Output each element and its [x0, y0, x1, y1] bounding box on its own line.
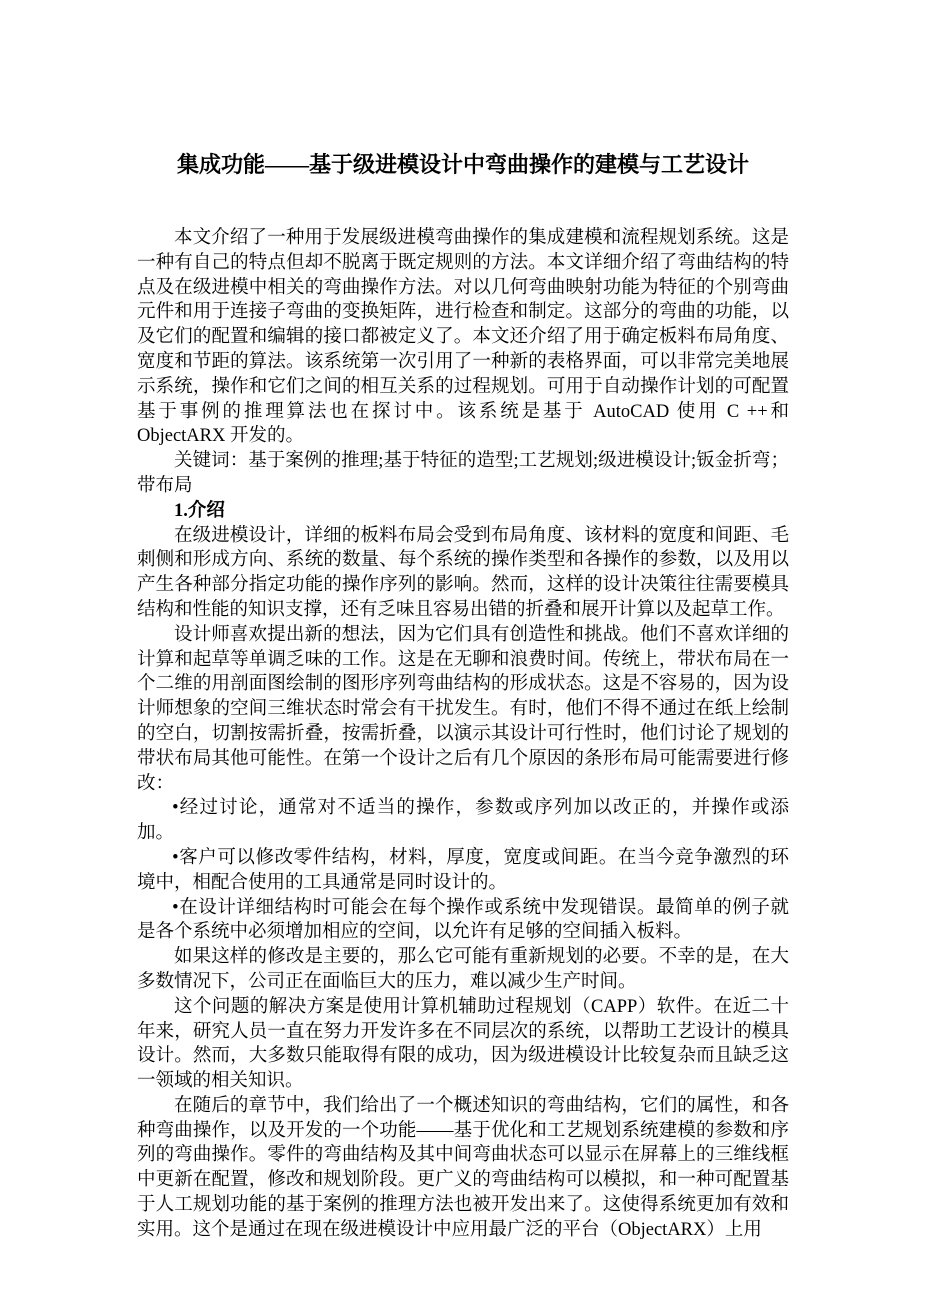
section-heading-1: 1.介绍 — [174, 500, 225, 521]
intro-paragraph-3: 如果这样的修改是主要的，那么它可能有重新规划的必要。不幸的是，在大多数情况下，公司正在面临巨大的压力，难以减少生产时间。 — [137, 947, 789, 992]
intro-paragraph-2: 设计师喜欢提出新的想法，因为它们具有创造性和挑战。他们不喜欢详细的计算和起草等单调乏味的工作。这是在无聊和浪费时间。传统上，带状布局在一个二维的用剖面图绘制的图形序列弯曲结构的形成状态。这是不容易的，因为设计师想象的空间三维状态时常会有干扰发生。有时，他们不得不通过在纸上绘制的空白，切割按需折叠，按需折叠，以演示其设计可行性时，他们讨论了规划的带状布局其他可能性。在第一个设计之后有几个原因的条形布局可能需要进行修改： — [137, 624, 789, 794]
intro-paragraph-4: 这个问题的解决方案是使用计算机辅助过程规划（CAPP）软件。在近二十年来，研究人员一直在努力开发许多在不同层次的系统，以帮助工艺设计的模具设计。然而，大多数只能取得有限的成功，因为级进模设计比较复杂而且缺乏这一领域的相关知识。 — [137, 996, 789, 1092]
bullet-item-1: •经过讨论，通常对不适当的操作，参数或序列加以改正的，并操作或添加。 — [137, 798, 789, 844]
bullet-item-3: •在设计详细结构时可能会在每个操作或系统中发现错误。最简单的例子就是各个系统中必须增加相应的空间，以允许有足够的空间插入板料。 — [137, 897, 789, 943]
intro-paragraph-5: 在随后的章节中，我们给出了一个概述知识的弯曲结构，它们的属性，和各种弯曲操作，以及开发的一个功能——基于优化和工艺规划系统建模的参数和序列的弯曲操作。零件的弯曲结构及其中间弯曲状态可以显示在屏幕上的三维线框中更新在配置，修改和规划阶段。更广义的弯曲结构可以模拟，和一种可配置基于人工规划功能的基于案例的推理方法也被开发出来了。这使得系统更加有效和实用。这个是通过在现在级进模设计中应用最广泛的平台（ObjectARX）上用 — [137, 1095, 789, 1240]
intro-paragraph-1: 在级进模设计，详细的板料布局会受到布局角度、该材料的宽度和间距、毛刺侧和形成方向、系统的数量、每个系统的操作类型和各操作的参数，以及用以产生各种部分指定功能的操作序列的影响。然而，这样的设计决策往往需要模具结构和性能的知识支撑，还有乏味且容易出错的折叠和展开计算以及起草工作。 — [137, 525, 789, 620]
bullet-item-2: •客户可以修改零件结构，材料，厚度，宽度或间距。在当今竞争激烈的环境中，相配合使用的工具通常是同时设计的。 — [137, 847, 789, 893]
document-title: 集成功能——基于级进模设计中弯曲操作的建模与工艺设计 — [176, 152, 749, 177]
keywords-paragraph: 关键词：基于案例的推理;基于特征的造型;工艺规划;级进模设计;钣金折弯；带布局 — [137, 451, 789, 496]
abstract-paragraph: 本文介绍了一种用于发展级进模弯曲操作的集成建模和流程规划系统。这是一种有自己的特点但却不脱离于既定规则的方法。本文详细介绍了弯曲结构的特点及在级进模中相关的弯曲操作方法。对以几何弯曲映射功能为特征的个别弯曲元件和用于连接子弯曲的变换矩阵，进行检查和制定。这部分的弯曲的功能，以及它们的配置和编辑的接口都被定义了。本文还介绍了用于确定板料布局角度、宽度和节距的算法。该系统第一次引用了一种新的表格界面，可以非常完美地展示系统，操作和它们之间的相互关系的过程规划。可用于自动操作计划的可配置基于事例的推理算法也在探讨中。该系统是基于 AutoCAD 使用 C ++和 ObjectARX 开发的。 — [137, 228, 789, 447]
document-body — [137, 226, 789, 1243]
